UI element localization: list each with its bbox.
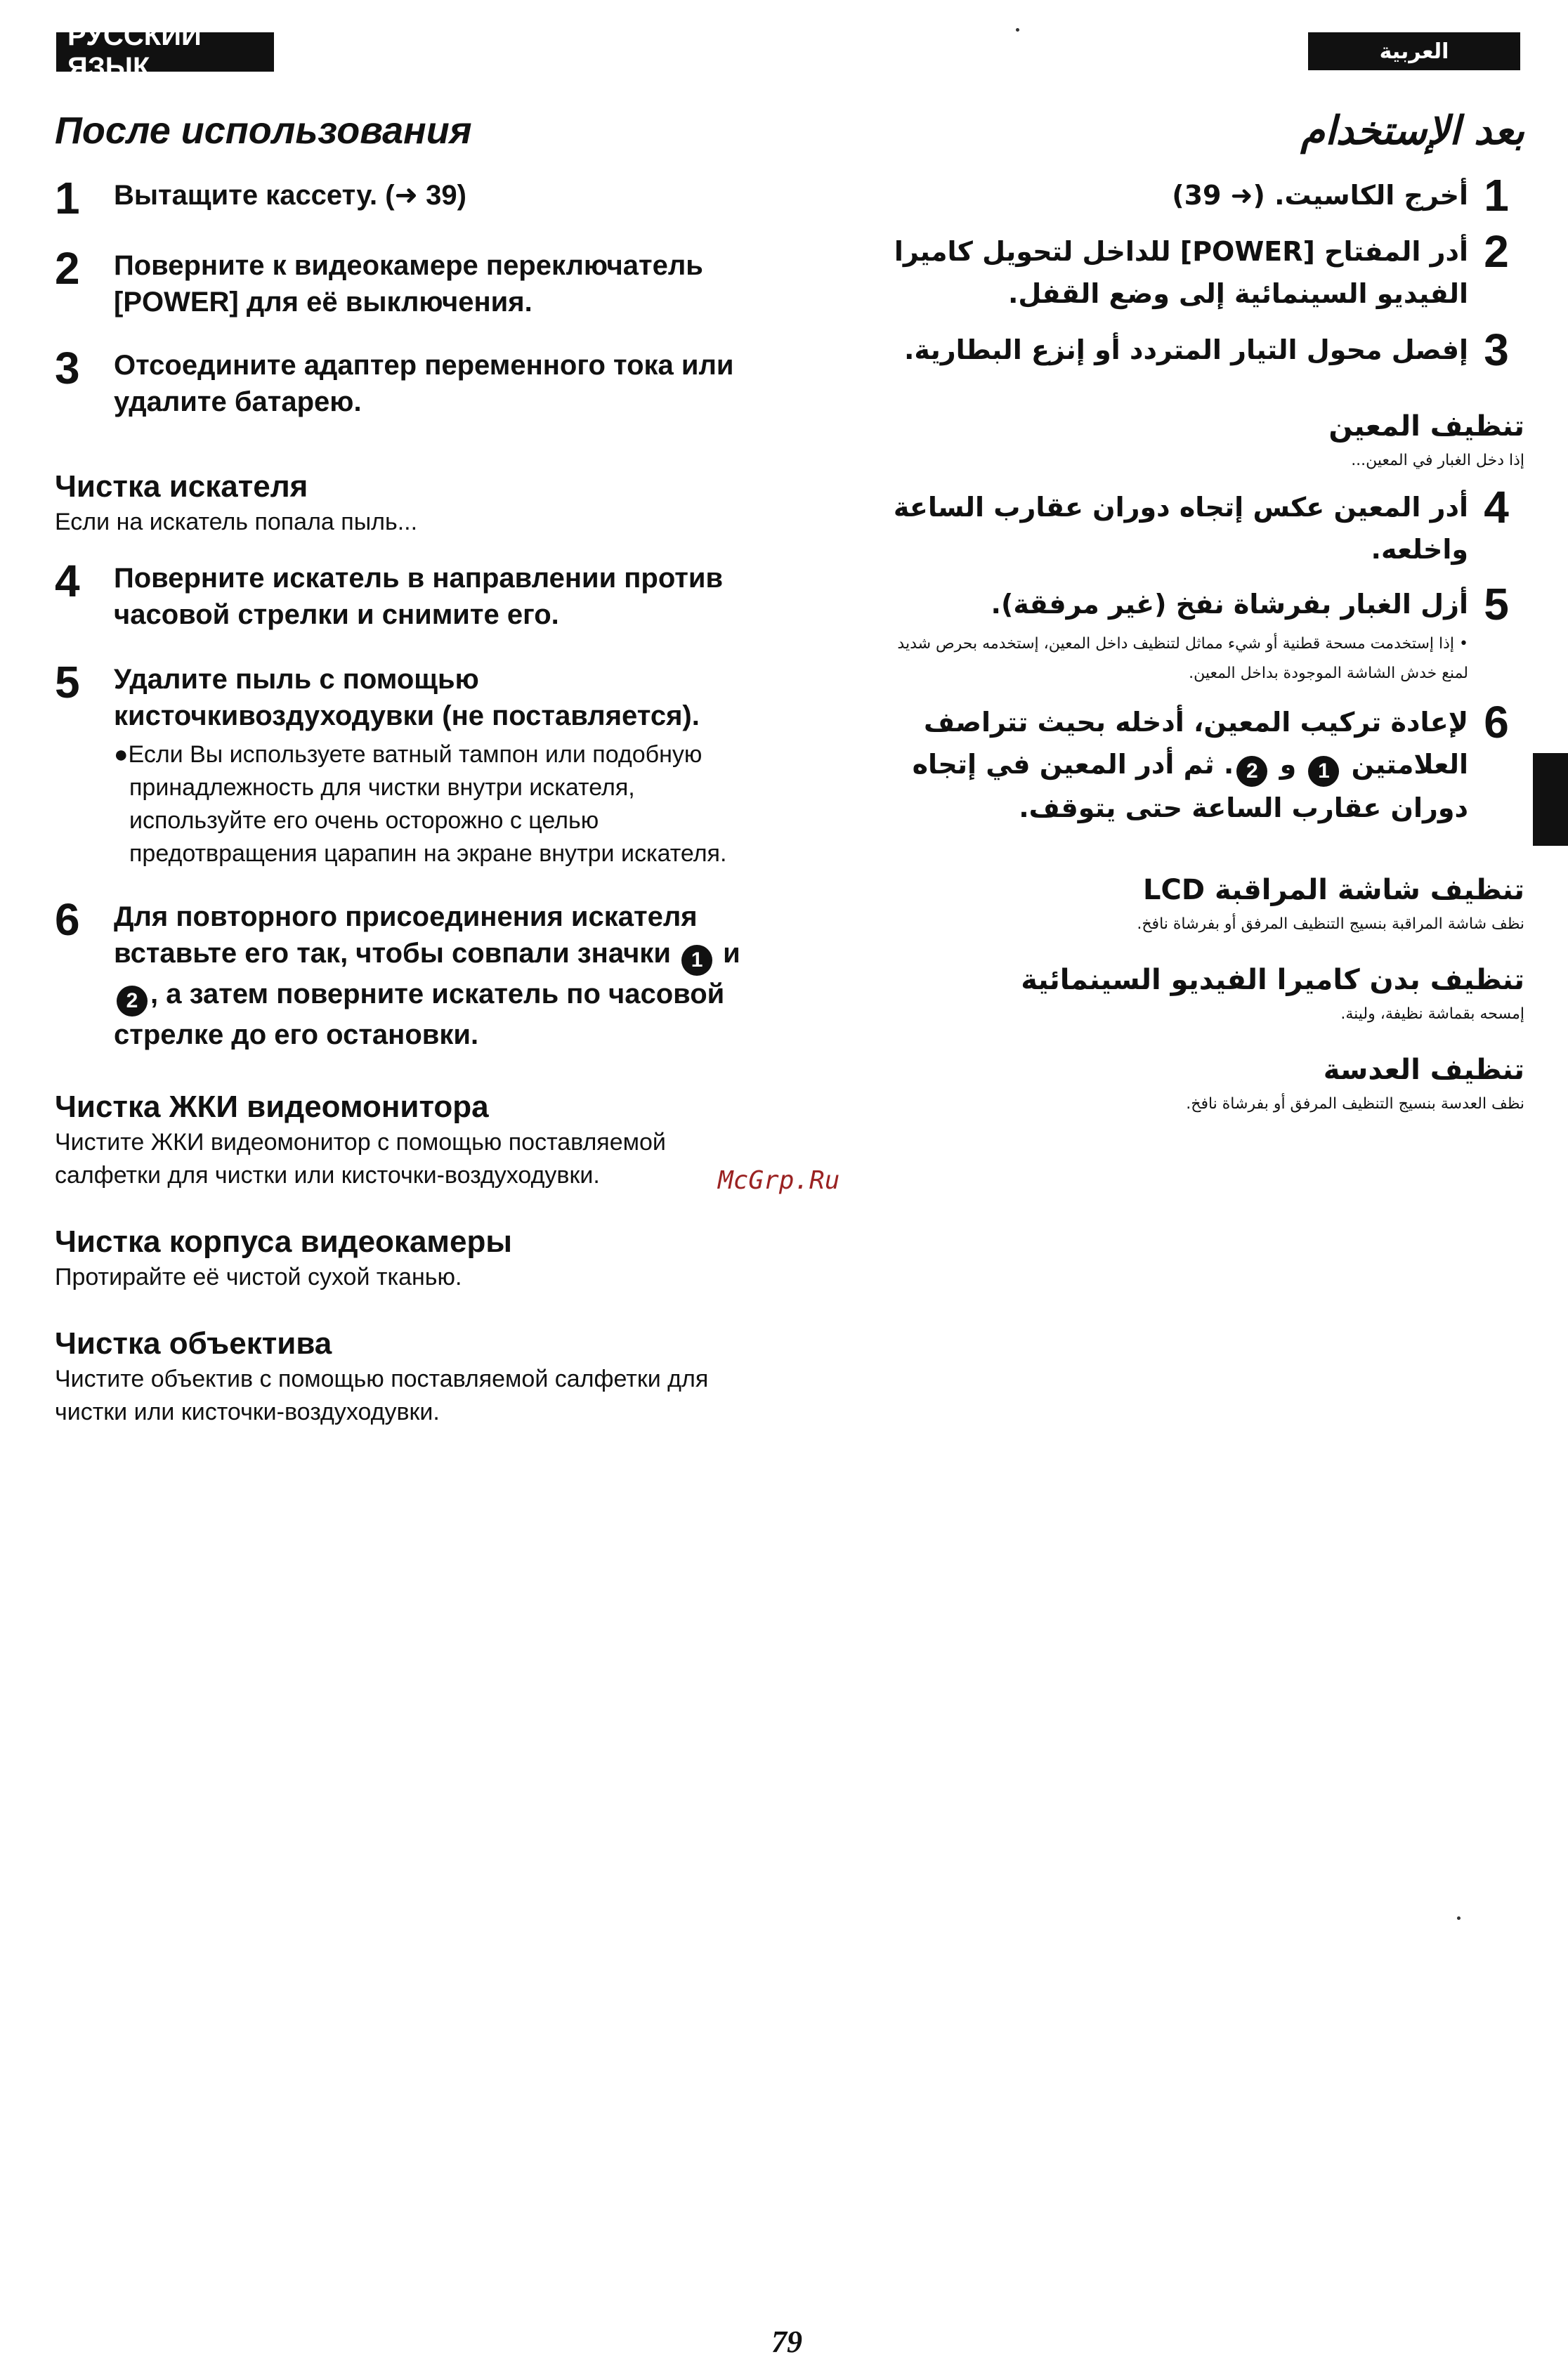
ru-body-section [55, 1223, 743, 1294]
ru-step-6 [55, 894, 743, 1053]
ar-step-number: 2 [1484, 226, 1509, 277]
ar-step6-and: و [1279, 749, 1297, 780]
ar-step-text [878, 701, 1468, 829]
ru-step-text: Удалите пыль с помощью кисточкивоздуходувки (не поставляется). [114, 664, 700, 731]
ru-step-number: 3 [55, 343, 80, 393]
ar-step-number: 4 [1484, 482, 1509, 532]
ar-step-6 [878, 697, 1524, 829]
page-number: 79 [771, 2325, 802, 2359]
ar-lcd-text: نظف شاشة المراقبة بنسيج التنظيف المرفق أو بفرشاة نافخ. [1137, 915, 1524, 933]
ru-lcd-title: Чистка ЖКИ видеомонитора [55, 1090, 489, 1124]
ru-step-number: 2 [55, 243, 80, 294]
ar-step-note: • إذا إستخدمت مسحة قطنية أو شيء مماثل لتنظيف داخل المعين، إستخدمه بحرص شديد لمنع خدش الشاشة الموجودة بداخل المعين. [897, 635, 1468, 682]
ru-step-3 [55, 343, 743, 420]
ru-step-number: 1 [55, 173, 80, 223]
scan-speck [1457, 1916, 1461, 1920]
ar-lens-section [878, 1050, 1524, 1118]
russian-language-tab: РУССКИЙ ЯЗЫК [56, 32, 274, 72]
ar-body-section [878, 960, 1524, 1028]
ru-viewfinder-steps [55, 556, 743, 1053]
ar-lens-title: تنظيف العدسة [1323, 1054, 1524, 1086]
ru-step-number: 4 [55, 556, 80, 606]
mark-1-icon: 1 [1308, 756, 1339, 787]
ru-step-2 [55, 243, 743, 320]
ru-step-1 [55, 173, 743, 223]
ar-lens-text: نظف العدسة بنسيج التنظيف المرفق أو بفرشاة نافخ. [1186, 1095, 1524, 1113]
ar-lcd-section [878, 870, 1524, 939]
ru-lcd-section [55, 1088, 743, 1192]
ru-step-number: 5 [55, 657, 80, 707]
ar-step-2 [878, 226, 1524, 315]
ar-step-1 [878, 170, 1524, 221]
ar-step-text: إفصل محول التيار المتردد أو إنزع البطارية. [904, 334, 1468, 365]
ru-step-text [114, 898, 743, 1053]
ar-step-number: 3 [1484, 325, 1509, 375]
ru-lens-title: Чистка объектива [55, 1326, 332, 1361]
arabic-column [878, 105, 1524, 1118]
ar-lcd-title: تنظيف شاشة المراقبة LCD [1143, 874, 1524, 906]
ar-body-text: إمسحه بقماشة نظيفة، ولينة. [1340, 1005, 1524, 1023]
ar-body-title: تنظيف بدن كاميرا الفيديو السينمائية [1021, 964, 1524, 996]
ar-viewfinder-steps [878, 482, 1524, 829]
ru-step-text: Вытащите кассету. (➜ 39) [114, 180, 466, 211]
ar-after-use-steps [878, 170, 1524, 375]
ru-step-number: 6 [55, 894, 80, 945]
section-thumb-tab [1533, 753, 1568, 846]
ru-lcd-text: Чистите ЖКИ видеомонитор с помощью поставляемой салфетки для чистки или кисточки-воздуходувки. [55, 1129, 666, 1189]
russian-column [55, 105, 743, 1429]
mark-2-icon: 2 [1236, 756, 1267, 787]
ru-viewfinder-title: Чистка искателя [55, 469, 308, 504]
ru-body-text: Протирайте её чистой сухой тканью. [55, 1264, 462, 1290]
ar-step-number: 5 [1484, 579, 1509, 629]
ru-step-text: Поверните к видеокамере переключатель [POWER] для её выключения. [114, 250, 703, 318]
ru-viewfinder-intro: Если на искатель попала пыль... [55, 509, 418, 535]
mark-1-icon: 1 [681, 945, 712, 976]
ru-lens-section [55, 1325, 743, 1429]
ar-step-number: 6 [1484, 697, 1509, 747]
ru-step-text: Поверните искатель в направлении против часовой стрелки и снимите его. [114, 563, 724, 630]
ar-step-5 [878, 579, 1524, 688]
ru-step-5 [55, 657, 743, 870]
ar-step-text: أدر المعين عكس إتجاه دوران عقارب الساعة واخلعه. [893, 492, 1468, 565]
arabic-language-tab: العربية [1308, 32, 1520, 70]
ar-step-number: 1 [1484, 170, 1509, 221]
ar-step6-text-b: . ثم أدر المعين في إتجاه دوران عقارب الساعة حتى يتوقف. [912, 749, 1468, 823]
ar-viewfinder-title: تنظيف المعين [1328, 410, 1524, 443]
ar-step6-text-a: لإعادة تركيب المعين، أدخله بحيث تتراصف العلامتين [924, 707, 1468, 780]
ru-viewfinder-section [55, 468, 743, 1053]
ar-step-text: أدر المفتاح [POWER] للداخل لتحويل كاميرا الفيديو السينمائية إلى وضع القفل. [894, 236, 1468, 309]
ru-step6-text-a: Для повторного присоединения искателя вставьте его так, чтобы совпали значки [114, 901, 698, 969]
ar-page-title: بعد الإستخدام [1300, 108, 1524, 154]
ru-page-title: После использования [55, 110, 472, 152]
ru-step-text: Отсоедините адаптер переменного тока или удалите батарею. [114, 350, 734, 417]
ru-step6-text-b: , а затем поверните искатель по часовой стрелке до его остановки. [114, 979, 725, 1050]
ar-step-3 [878, 325, 1524, 375]
ru-step6-and: и [723, 938, 740, 969]
mark-2-icon: 2 [117, 986, 148, 1017]
ar-step-text: أزل الغبار بفرشاة نفخ (غير مرفقة). [991, 589, 1468, 620]
site-watermark: McGrp.Ru [718, 1166, 840, 1195]
ru-body-title: Чистка корпуса видеокамеры [55, 1224, 512, 1259]
ru-step-note: ●Если Вы используете ватный тампон или подобную принадлежность для чистки внутри искателя, используйте его очень осторожно с целью предотвращения царапин на экране внутри искателя. [114, 741, 727, 867]
ar-viewfinder-intro: إذا دخل الغبار في المعين... [1351, 452, 1524, 469]
ar-viewfinder-section [878, 406, 1524, 829]
ar-step-text: أخرج الكاسيت. (➜ 39) [1172, 180, 1468, 211]
ar-step-4 [878, 482, 1524, 570]
ru-step-4 [55, 556, 743, 633]
ru-lens-text: Чистите объектив с помощью поставляемой салфетки для чистки или кисточки-воздуходувки. [55, 1366, 709, 1425]
scan-speck [1016, 28, 1019, 32]
ru-after-use-steps [55, 173, 743, 420]
